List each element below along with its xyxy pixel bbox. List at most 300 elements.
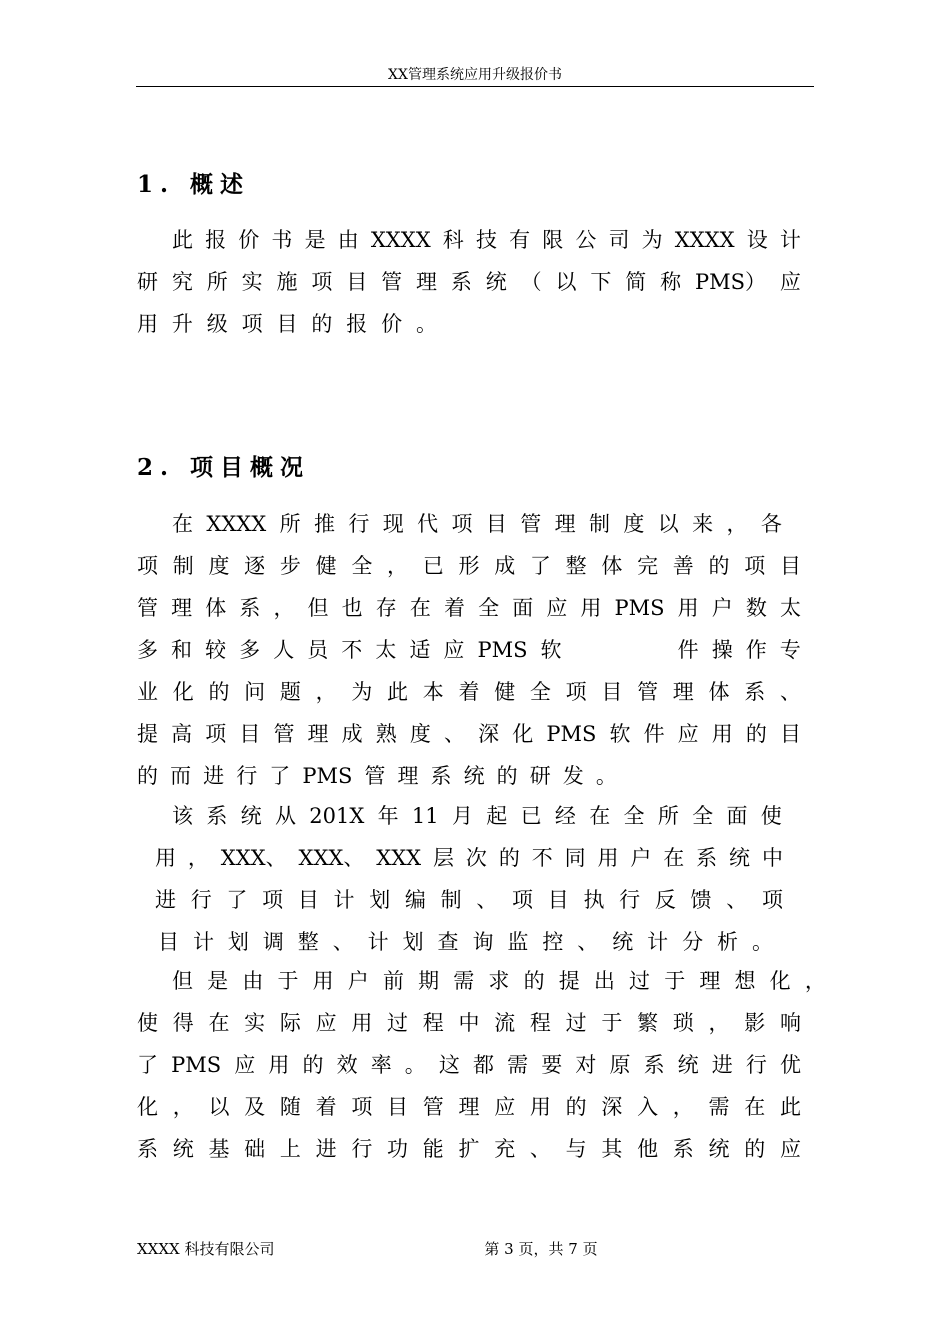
text-token: 于 — [277, 969, 299, 993]
text-token: 随 — [279, 1095, 301, 1119]
text-token: 以 — [657, 512, 679, 536]
text-token: 中 — [458, 1011, 480, 1035]
text-token: 项 — [512, 888, 534, 912]
text-token: 期 — [418, 969, 440, 993]
text-token: 月 — [451, 804, 473, 828]
text-token: 所 — [206, 270, 228, 294]
text-token: 、 — [779, 680, 801, 704]
text-token: 成 — [341, 722, 363, 746]
text-token: 上 — [279, 1137, 301, 1161]
text-token: 能 — [422, 1137, 444, 1161]
text-token: 件 — [643, 722, 665, 746]
text-token: 健 — [494, 680, 516, 704]
text-token: 了 — [269, 764, 291, 788]
text-token: 程 — [422, 1011, 444, 1035]
body-line — [137, 309, 437, 339]
text-token: 户 — [347, 969, 369, 993]
text-token: 形 — [458, 554, 480, 578]
body-line — [137, 761, 617, 791]
text-token: 提 — [558, 969, 580, 993]
text-token: 软 — [540, 638, 562, 662]
text-token: XXX、 — [220, 846, 287, 870]
text-token: 项 — [565, 680, 587, 704]
text-token: 与 — [565, 1137, 587, 1161]
text-token: 现 — [382, 512, 404, 536]
text-token: 在 — [744, 1095, 766, 1119]
text-token: XXXX — [674, 228, 735, 252]
text-token: 用 — [137, 312, 158, 336]
text-token: 司 — [608, 228, 630, 252]
text-token: 用 — [351, 1011, 373, 1035]
text-token: 其 — [601, 1137, 623, 1161]
text-token: 以 — [555, 270, 577, 294]
section-heading-overview: 1. 概述 — [137, 171, 251, 198]
text-token: 中 — [761, 846, 783, 870]
text-token: 设 — [746, 228, 768, 252]
text-token: 项 — [262, 888, 284, 912]
text-token: 该 — [172, 804, 193, 828]
text-token: 太 — [375, 638, 397, 662]
text-token: 的 — [208, 680, 230, 704]
text-token: 项 — [744, 554, 766, 578]
body-line — [137, 1050, 801, 1080]
text-token: 原 — [609, 1053, 631, 1077]
body-line — [172, 966, 826, 996]
text-token: 目 — [346, 270, 368, 294]
body-line — [172, 509, 782, 539]
text-token: 对 — [575, 1053, 597, 1077]
text-token: 各 — [760, 512, 782, 536]
text-token: 公 — [575, 228, 597, 252]
text-token: 面 — [512, 596, 534, 620]
text-token: 目 — [239, 722, 261, 746]
text-token: 项 — [241, 312, 263, 336]
text-token: 调 — [262, 930, 284, 954]
text-token: 11 — [411, 804, 439, 828]
text-token: ， — [187, 846, 209, 870]
text-token: 查 — [437, 930, 459, 954]
text-token: 下 — [590, 270, 612, 294]
text-token: 。 — [416, 312, 437, 336]
text-token: 琐 — [672, 1011, 694, 1035]
text-token: 目 — [387, 1095, 409, 1119]
text-token: PMS — [171, 1053, 222, 1077]
text-token: 统 — [729, 846, 751, 870]
header-rule — [136, 86, 814, 87]
text-token: 应 — [677, 722, 699, 746]
text-token: 201X — [309, 804, 365, 828]
text-token: 所 — [279, 512, 301, 536]
text-token: （ — [520, 270, 542, 294]
text-token: 已 — [422, 554, 444, 578]
text-token: 求 — [488, 969, 510, 993]
text-token: 需 — [708, 1095, 730, 1119]
text-token: 是 — [304, 228, 326, 252]
text-token: PMS — [477, 638, 528, 662]
text-token: 过 — [629, 969, 651, 993]
text-token: 的 — [498, 846, 520, 870]
text-token: 的 — [311, 312, 333, 336]
text-token: 的 — [745, 722, 767, 746]
text-token: 此 — [387, 680, 409, 704]
text-token: 馈 — [690, 888, 712, 912]
text-token: 的 — [744, 1137, 766, 1161]
page-header: XX管理系统应用升级报价书 — [388, 67, 562, 83]
text-token: 深 — [601, 1095, 623, 1119]
text-token: 目 — [297, 888, 319, 912]
text-token: 为 — [641, 228, 663, 252]
text-token: 系 — [239, 596, 261, 620]
text-token: 监 — [507, 930, 529, 954]
text-token: 此 — [172, 228, 193, 252]
text-token: 全 — [623, 804, 645, 828]
text-token: 得 — [172, 1011, 194, 1035]
text-token: 层 — [433, 846, 455, 870]
text-token: 、 — [726, 888, 748, 912]
text-token: 目 — [158, 930, 179, 954]
text-token: 实 — [241, 270, 263, 294]
body-line — [137, 719, 801, 749]
body-line — [137, 635, 801, 665]
text-token: 功 — [387, 1137, 409, 1161]
text-token: 划 — [369, 888, 391, 912]
text-token: 统 — [708, 1137, 730, 1161]
text-token: 的 — [302, 1053, 324, 1077]
text-token: 全 — [478, 596, 500, 620]
text-token: 。 — [404, 1053, 426, 1077]
text-token: 计 — [367, 930, 389, 954]
text-token: 行 — [745, 1053, 767, 1077]
text-token: 发 — [562, 764, 584, 788]
text-token: 不 — [531, 846, 553, 870]
text-token: 面 — [726, 804, 748, 828]
text-token: 限 — [542, 228, 564, 252]
text-token: 理 — [416, 270, 437, 294]
text-token: 全 — [351, 554, 373, 578]
text-token: 系 — [696, 846, 718, 870]
text-token: 专 — [779, 638, 801, 662]
section-heading-project: 2. 项目概况 — [137, 454, 311, 481]
text-token: 步 — [279, 554, 301, 578]
text-token: 程 — [529, 1011, 551, 1035]
text-token: XXXX — [206, 512, 267, 536]
text-token: 理 — [397, 764, 419, 788]
text-token: 由 — [242, 969, 264, 993]
text-token: 由 — [337, 228, 359, 252]
text-token: 编 — [404, 888, 426, 912]
text-token: 项 — [761, 888, 783, 912]
text-token: 项 — [451, 512, 473, 536]
text-token: 应 — [779, 270, 801, 294]
text-token: 是 — [207, 969, 229, 993]
text-token: 执 — [583, 888, 605, 912]
text-token: 都 — [473, 1053, 495, 1077]
text-token: 人 — [273, 638, 295, 662]
text-token: 前 — [382, 969, 404, 993]
text-token: 体 — [205, 596, 227, 620]
text-token: 在 — [589, 804, 611, 828]
text-token: 他 — [637, 1137, 659, 1161]
text-token: 统 — [240, 804, 262, 828]
text-token: 户 — [711, 596, 733, 620]
text-token: 行 — [236, 764, 258, 788]
body-line — [137, 1134, 801, 1164]
text-token: 应 — [494, 1095, 516, 1119]
text-token: 用 — [312, 969, 334, 993]
text-token: 推 — [313, 512, 335, 536]
text-token: 也 — [341, 596, 363, 620]
text-token: 际 — [279, 1011, 301, 1035]
text-token: 的 — [523, 969, 545, 993]
text-token: 操 — [711, 638, 733, 662]
text-token: 理 — [699, 969, 721, 993]
text-token: 度 — [208, 554, 230, 578]
text-token: 体 — [708, 680, 730, 704]
text-token: 化 — [137, 1095, 158, 1119]
text-token: 在 — [663, 846, 685, 870]
text-token: 充 — [494, 1137, 516, 1161]
text-token: 理 — [672, 680, 694, 704]
text-token: 用 — [155, 846, 176, 870]
text-token: 要 — [541, 1053, 563, 1077]
text-token: 影 — [744, 1011, 766, 1035]
text-token: 为 — [351, 680, 373, 704]
body-line — [137, 1008, 801, 1038]
text-token: 效 — [336, 1053, 358, 1077]
text-token: 统 — [485, 270, 507, 294]
text-token: 率 — [370, 1053, 392, 1077]
text-token: 升 — [171, 312, 193, 336]
text-token: 题 — [279, 680, 301, 704]
text-token: 应 — [443, 638, 465, 662]
text-token: 化 — [769, 969, 791, 993]
text-token: 级 — [206, 312, 228, 336]
text-token: 计 — [192, 930, 214, 954]
text-token: 在 — [172, 512, 193, 536]
text-token: 来 — [692, 512, 714, 536]
text-token: 优 — [780, 1053, 801, 1077]
text-token: 起 — [486, 804, 508, 828]
body-line — [137, 1092, 801, 1122]
text-token: 本 — [422, 680, 444, 704]
text-token: 项 — [351, 1095, 373, 1119]
text-token: 应 — [315, 1011, 337, 1035]
text-token: 响 — [779, 1011, 801, 1035]
text-token: 年 — [377, 804, 399, 828]
text-token: 行 — [351, 1137, 373, 1161]
text-token: 、 — [443, 722, 465, 746]
text-token: ， — [387, 554, 409, 578]
text-token: 简 — [625, 270, 647, 294]
text-token: 完 — [637, 554, 659, 578]
text-token: 在 — [208, 1011, 230, 1035]
text-token: 已 — [520, 804, 542, 828]
text-token: ， — [726, 512, 748, 536]
text-token: 经 — [554, 804, 576, 828]
text-token: 数 — [745, 596, 767, 620]
text-token: 用 — [711, 722, 733, 746]
text-token: 系 — [206, 804, 228, 828]
text-token: 扩 — [458, 1137, 480, 1161]
text-token: 。 — [595, 764, 617, 788]
text-token: 统 — [463, 764, 485, 788]
body-line — [137, 593, 801, 623]
text-token: 及 — [244, 1095, 266, 1119]
text-token: XXXX — [370, 228, 431, 252]
text-token: 统 — [172, 1137, 194, 1161]
text-token: ， — [273, 596, 295, 620]
text-token: 成 — [494, 554, 516, 578]
text-token: 用 — [597, 846, 619, 870]
text-token: 多 — [137, 638, 158, 662]
body-line — [158, 927, 773, 957]
text-token: 目 — [276, 312, 298, 336]
text-token: 使 — [760, 804, 782, 828]
text-token: 度 — [623, 512, 645, 536]
text-token: 理 — [554, 512, 576, 536]
text-token: 究 — [171, 270, 193, 294]
text-token: 需 — [507, 1053, 529, 1077]
text-token: 善 — [672, 554, 694, 578]
text-token: 入 — [637, 1095, 659, 1119]
text-token: 度 — [409, 722, 431, 746]
text-token: 过 — [387, 1011, 409, 1035]
body-line — [155, 843, 783, 873]
text-token: 太 — [780, 596, 801, 620]
text-token: 不 — [341, 638, 363, 662]
text-token: ， — [672, 1095, 694, 1119]
text-token: 划 — [402, 930, 424, 954]
text-token: 使 — [137, 1011, 158, 1035]
text-token: 称 — [660, 270, 682, 294]
text-token: 化 — [172, 680, 194, 704]
text-token: 逐 — [244, 554, 266, 578]
body-line — [137, 551, 801, 581]
text-token: 报 — [205, 228, 227, 252]
text-token: 整 — [297, 930, 319, 954]
text-token: 划 — [227, 930, 249, 954]
text-token: 健 — [315, 554, 337, 578]
text-token: 计 — [779, 228, 801, 252]
text-token: 项 — [137, 554, 158, 578]
text-token: 户 — [630, 846, 652, 870]
text-token: 价 — [381, 312, 403, 336]
text-token: 制 — [588, 512, 610, 536]
text-token: 用 — [677, 596, 699, 620]
text-token: 目 — [485, 512, 507, 536]
text-token: 于 — [601, 1011, 623, 1035]
text-token: 化 — [512, 722, 534, 746]
text-token: 但 — [307, 596, 329, 620]
body-line — [172, 801, 782, 831]
text-token: 行 — [190, 888, 212, 912]
text-token: 着 — [443, 596, 465, 620]
text-gap — [575, 635, 665, 665]
body-line — [155, 885, 783, 915]
text-token: 书 — [271, 228, 293, 252]
text-token: 在 — [409, 596, 431, 620]
text-token: 和 — [171, 638, 193, 662]
text-token: 控 — [542, 930, 564, 954]
text-token: 以 — [208, 1095, 230, 1119]
text-token: 统 — [677, 1053, 699, 1077]
text-token: 着 — [458, 680, 480, 704]
text-token: 着 — [315, 1095, 337, 1119]
text-token: 过 — [565, 1011, 587, 1035]
text-token: 计 — [333, 888, 355, 912]
text-token: 应 — [546, 596, 568, 620]
text-token: 报 — [346, 312, 368, 336]
text-token: 而 — [170, 764, 192, 788]
text-token: PMS — [546, 722, 597, 746]
text-token: 了 — [137, 1053, 158, 1077]
text-token: 问 — [244, 680, 266, 704]
text-token: XXX、 — [298, 846, 365, 870]
text-token: 这 — [438, 1053, 460, 1077]
text-token: 的 — [496, 764, 518, 788]
footer-company: XXXX 科技有限公司 — [137, 1240, 275, 1258]
text-token: 、 — [529, 1137, 551, 1161]
text-token: 作 — [745, 638, 767, 662]
text-token: 分 — [682, 930, 704, 954]
text-token: 业 — [137, 680, 158, 704]
text-token: 进 — [203, 764, 225, 788]
text-token: 次 — [465, 846, 487, 870]
text-token: 管 — [637, 680, 659, 704]
body-line — [172, 225, 801, 255]
text-token: 深 — [478, 722, 500, 746]
text-token: 目 — [547, 888, 569, 912]
text-token: 需 — [453, 969, 475, 993]
text-token: 项 — [205, 722, 227, 746]
text-token: 但 — [172, 969, 193, 993]
text-token: 基 — [208, 1137, 230, 1161]
text-token: 研 — [529, 764, 551, 788]
text-token: 管 — [381, 270, 403, 294]
text-token: PMS） — [695, 270, 767, 294]
text-token: 析 — [717, 930, 738, 954]
text-token: 。 — [751, 930, 773, 954]
text-token: 了 — [529, 554, 551, 578]
text-token: 目 — [779, 554, 801, 578]
text-token: 研 — [137, 270, 158, 294]
text-token: 项 — [311, 270, 333, 294]
text-token: 全 — [529, 680, 551, 704]
text-token: 想 — [734, 969, 756, 993]
text-token: 软 — [609, 722, 631, 746]
text-token: 统 — [612, 930, 634, 954]
text-token: PMS — [614, 596, 665, 620]
text-token: 较 — [205, 638, 227, 662]
text-token: 的 — [708, 554, 730, 578]
text-token: 础 — [244, 1137, 266, 1161]
text-token: 件 — [677, 638, 699, 662]
text-token: 价 — [238, 228, 260, 252]
text-token: 系 — [450, 270, 472, 294]
text-token: 管 — [137, 596, 158, 620]
text-token: ， — [315, 680, 337, 704]
text-token: 理 — [171, 596, 193, 620]
text-token: 繁 — [637, 1011, 659, 1035]
text-token: 用 — [268, 1053, 290, 1077]
text-token: 全 — [692, 804, 714, 828]
text-token: 进 — [711, 1053, 733, 1077]
text-token: 提 — [137, 722, 158, 746]
text-token: 实 — [244, 1011, 266, 1035]
text-token: 制 — [440, 888, 462, 912]
text-token: 系 — [643, 1053, 665, 1077]
text-token: 用 — [580, 596, 602, 620]
